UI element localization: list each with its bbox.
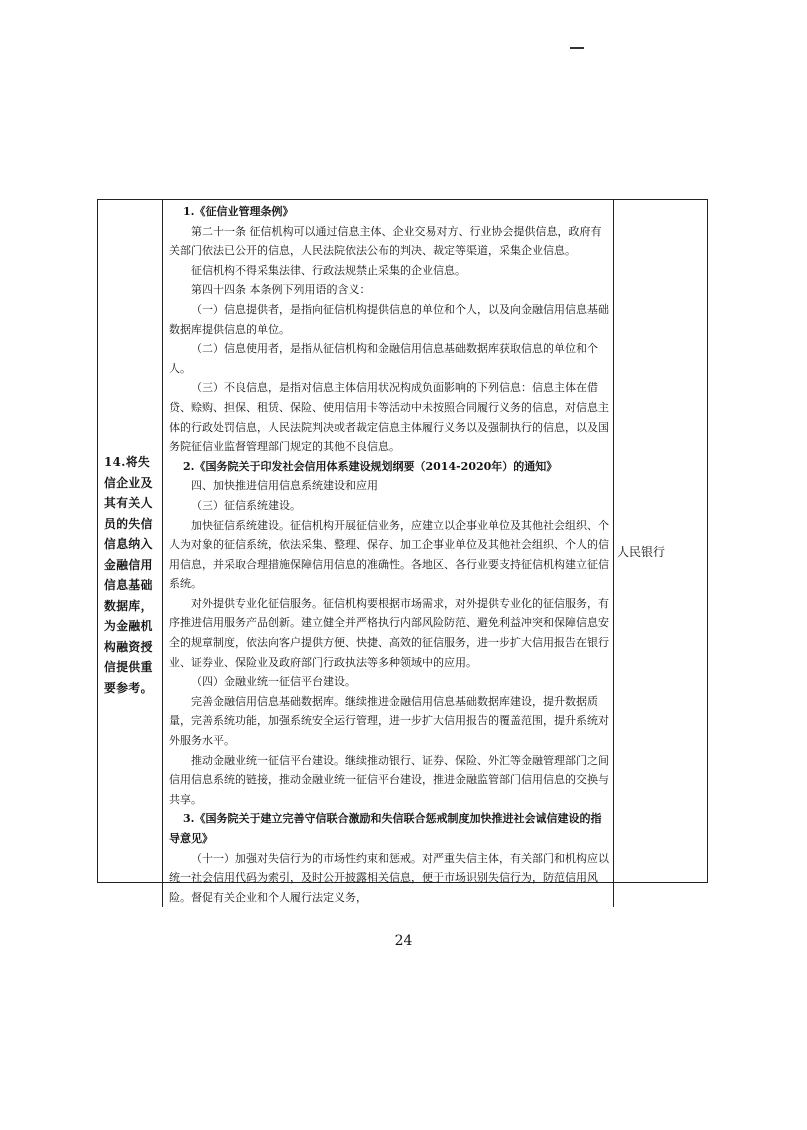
basis-paragraph: 加快征信系统建设。征信机构开展征信业务，应建立以企事业单位及其他社会组织、个人为对象的征信系统，依法采集、整理、保存、加工企事业单位及其他社会组织、个人的信用信息，并采取合理措施保障信用信息的准确性。各地区、各行业要支持征信机构建立征信系统。 <box>169 518 609 591</box>
item-column <box>98 200 163 907</box>
basis-paragraph: （三）不良信息，是指对信息主体信用状况构成负面影响的下列信息：信息主体在借贷、赊购、担保、租赁、保险、使用信用卡等活动中未按照合同履行义务的信息，对信息主体的行政处罚信息，人民法院判决或者裁定信息主体履行义务以及强制执行的信息，以及国务院征信业监督管理部门规定的其他不良信息。 <box>169 381 609 454</box>
basis-paragraph: （一）信息提供者，是指向征信机构提供信息的单位和个人，以及向金融信用信息基础数据库提供信息的单位。 <box>169 302 609 336</box>
basis-paragraph: （三）征信系统建设。 <box>191 498 301 512</box>
basis-column <box>163 200 614 907</box>
basis-paragraph: 完善金融信用信息基础数据库。继续推进金融信用信息基础数据库建设，提升数据质量，完善系统功能，加强系统安全运行管理，进一步扩大信用报告的覆盖范围，提升系统对外服务水平。 <box>169 694 609 748</box>
scan-mark <box>570 47 584 49</box>
basis-paragraph: 四、加快推进信用信息系统建设和应用 <box>191 479 378 493</box>
item-text: 14.将失信企业及其有关人员的失信信息纳入金融信用信息基础数据库，为金融机构融资授信提供重要参考。 <box>104 455 153 695</box>
basis-paragraph: 3.《国务院关于建立完善守信联合激励和失信联合惩戒制度加快推进社会诚信建设的指导意见》 <box>169 812 602 845</box>
basis-content <box>163 200 613 907</box>
department-column <box>614 200 707 907</box>
basis-paragraph: （十一）加强对失信行为的市场性约束和惩戒。对严重失信主体，有关部门和机构应以统一社会信用代码为索引，及时公开披露相关信息，便于市场识别失信行为，防范信用风险。督促有关企业和个人履行法定义务， <box>169 851 609 904</box>
basis-paragraph: 第四十四条 本条例下列用语的含义： <box>191 283 371 297</box>
policy-table <box>97 199 708 904</box>
basis-paragraph: 1.《征信业管理条例》 <box>183 205 294 218</box>
basis-paragraph: 推动金融业统一征信平台建设。继续推动银行、证券、保险、外汇等金融管理部门之间信用信息系统的链接，推动金融业统一征信平台建设，推进金融监管部门信用信息的交换与共享。 <box>169 753 609 806</box>
basis-paragraph: （二）信息使用者，是指从征信机构和金融信用信息基础数据库获取信息的单位和个人。 <box>169 342 598 375</box>
basis-paragraph: 2.《国务院关于印发社会信用体系建设规划纲要（2014-2020年）的通知》 <box>183 459 558 473</box>
page-number: 24 <box>394 933 413 949</box>
basis-paragraph: （四）金融业统一征信平台建设。 <box>191 675 356 689</box>
department-text: 人民银行 <box>617 545 666 559</box>
basis-paragraph: 征信机构不得采集法律、行政法规禁止采集的企业信息。 <box>191 263 466 277</box>
basis-paragraph: 第二十一条 征信机构可以通过信息主体、企业交易对方、行业协会提供信息，政府有关部门依法已公开的信息，人民法院依法公布的判决、裁定等渠道，采集企业信息。 <box>169 224 602 258</box>
basis-paragraph: 对外提供专业化征信服务。征信机构要根据市场需求，对外提供专业化的征信服务，有序推进信用服务产品创新。建立健全并严格执行内部风险防范、避免利益冲突和保障信息安全的规章制度，依法向客户提供方便、快捷、高效的征信服务，进一步扩大信用报告在银行业、证券业、保险业及政府部门行政执法等多种领域中的应用。 <box>169 596 609 669</box>
